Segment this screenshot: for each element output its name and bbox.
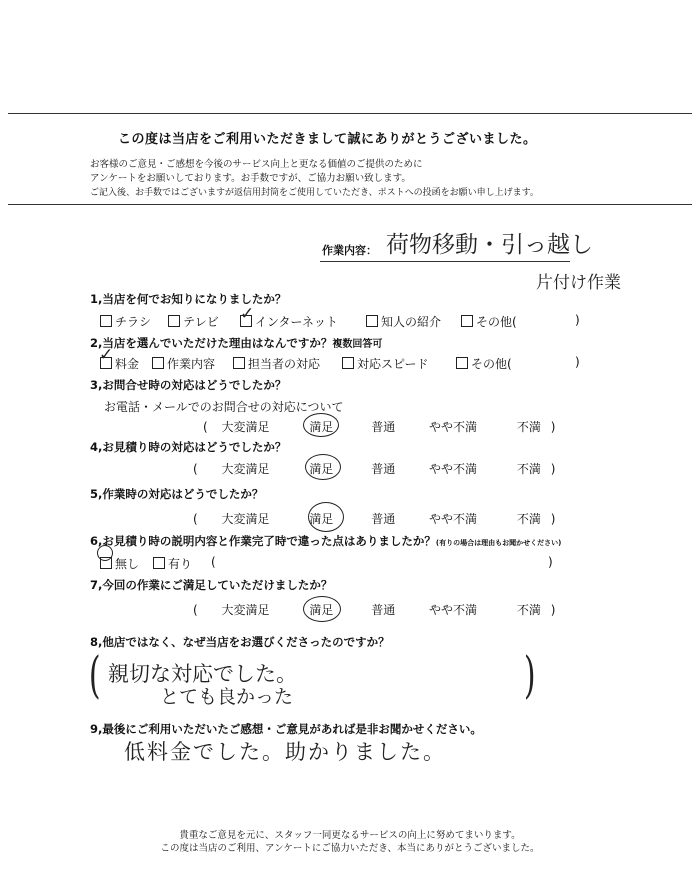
q2-option-other-close: ) bbox=[575, 355, 580, 369]
q6-reason-close: ) bbox=[548, 555, 553, 569]
q2-option-work[interactable]: 作業内容 bbox=[152, 355, 215, 372]
q9-question: 9,最後にご利用いただいたご感想・ご意見があれば是非お聞かせください。 bbox=[90, 722, 482, 736]
top-rule bbox=[8, 113, 692, 114]
q6-option-none[interactable]: 無し bbox=[100, 555, 139, 572]
q6-selected-circle bbox=[97, 545, 113, 561]
q7-selected-circle bbox=[303, 596, 341, 622]
q6-reason-open: ( bbox=[211, 555, 216, 569]
page-title: この度は当店をご利用いただきまして誠にありがとうございました。 bbox=[118, 132, 537, 147]
q2-option-other[interactable]: その他( bbox=[456, 355, 512, 372]
checkbox[interactable] bbox=[152, 357, 164, 369]
q5-selected-circle bbox=[308, 502, 344, 532]
q8-close-paren: ) bbox=[523, 646, 536, 704]
check-mark-icon: ✓ bbox=[99, 345, 114, 365]
q3-rating: ( 大変満足 満足 普通 やや不満 不満 ) bbox=[203, 420, 556, 434]
checkbox[interactable] bbox=[100, 315, 112, 327]
q1-option-tv[interactable]: テレビ bbox=[168, 313, 219, 330]
footer-line-1: 貴重なご意見を元に、スタッフ一同更なるサービスの向上に努めてまいります。 bbox=[179, 830, 521, 841]
intro-line-1: お客様のご意見・ご感想を今後のサービス向上と更なる価値のご提供のために bbox=[90, 159, 423, 170]
q1-question: 1,当店を何でお知りになりましたか？ bbox=[90, 292, 287, 306]
q4-rating: ( 大変満足 満足 普通 やや不満 不満 ) bbox=[193, 462, 556, 476]
checkbox[interactable] bbox=[366, 315, 378, 327]
q4-selected-circle bbox=[305, 454, 341, 480]
check-mark-icon: ✓ bbox=[240, 304, 255, 324]
q8-question: 8,他店ではなく、なぜ当店をお選びくださったのですか？ bbox=[90, 635, 390, 649]
checkbox[interactable] bbox=[461, 315, 473, 327]
q8-answer-line-1: 親切な対応でした。 bbox=[108, 662, 297, 686]
q1-option-internet[interactable]: インターネット bbox=[240, 313, 338, 330]
checkbox[interactable] bbox=[153, 557, 165, 569]
work-handwritten-2: 片付け作業 bbox=[536, 273, 621, 293]
q3-selected-circle bbox=[303, 413, 339, 437]
q8-answer-line-2: とても良かった bbox=[160, 686, 294, 708]
header-rule bbox=[8, 204, 692, 205]
footer-line-2: この度は当店のご利用、アンケートにご協力いただき、本当にありがとうございました。 bbox=[160, 843, 540, 854]
q7-rating: ( 大変満足 満足 普通 やや不満 不満 ) bbox=[193, 603, 556, 617]
checkbox[interactable] bbox=[342, 357, 354, 369]
q2-option-staff[interactable]: 担当者の対応 bbox=[233, 355, 320, 372]
checkbox[interactable] bbox=[456, 357, 468, 369]
checkbox[interactable] bbox=[168, 315, 180, 327]
q1-option-flyer[interactable]: チラシ bbox=[100, 313, 151, 330]
q1-option-referral[interactable]: 知人の紹介 bbox=[366, 313, 441, 330]
q1-option-other-close: ) bbox=[575, 313, 580, 327]
q1-option-other[interactable]: その他( bbox=[461, 313, 517, 330]
q3-question: 3,お問合せ時の対応はどうでしたか？ bbox=[90, 378, 287, 392]
q2-question: 2,当店を選んでいただけた理由はなんですか？複数回答可 bbox=[90, 336, 383, 350]
work-label: 作業内容： bbox=[322, 244, 377, 257]
intro-line-2: アンケートをお願いしております。お手数ですが、ご協力お願い致します。 bbox=[90, 173, 411, 184]
q3-sub: お電話・メールでのお問合せの対応について bbox=[104, 400, 344, 414]
q4-question: 4,お見積り時の対応はどうでしたか？ bbox=[90, 440, 287, 454]
q8-open-paren: ( bbox=[88, 646, 101, 704]
q7-question: 7,今回の作業にご満足していただけましたか？ bbox=[90, 578, 333, 592]
q2-option-speed[interactable]: 対応スピード bbox=[342, 355, 429, 372]
q2-option-price[interactable]: 料金 bbox=[100, 355, 139, 372]
q5-rating: ( 大変満足 満足 普通 やや不満 不満 ) bbox=[193, 512, 556, 526]
q6-option-yes[interactable]: 有り bbox=[153, 555, 192, 572]
work-handwritten-1: 荷物移動・引っ越し bbox=[386, 232, 593, 258]
q5-question: 5,作業時の対応はどうでしたか？ bbox=[90, 487, 264, 501]
work-underline bbox=[320, 261, 570, 262]
q9-answer: 低料金でした。助かりました。 bbox=[124, 740, 446, 764]
intro-line-3: ご記入後、お手数ではございますが返信用封筒をご使用していただき、ポストへの投函をお願い申し上げます。 bbox=[90, 188, 539, 198]
q6-question: 6,お見積り時の説明内容と作業完了時で違った点はありましたか？(有りの場合は理由もお聞かせください) bbox=[90, 534, 562, 548]
checkbox[interactable] bbox=[233, 357, 245, 369]
